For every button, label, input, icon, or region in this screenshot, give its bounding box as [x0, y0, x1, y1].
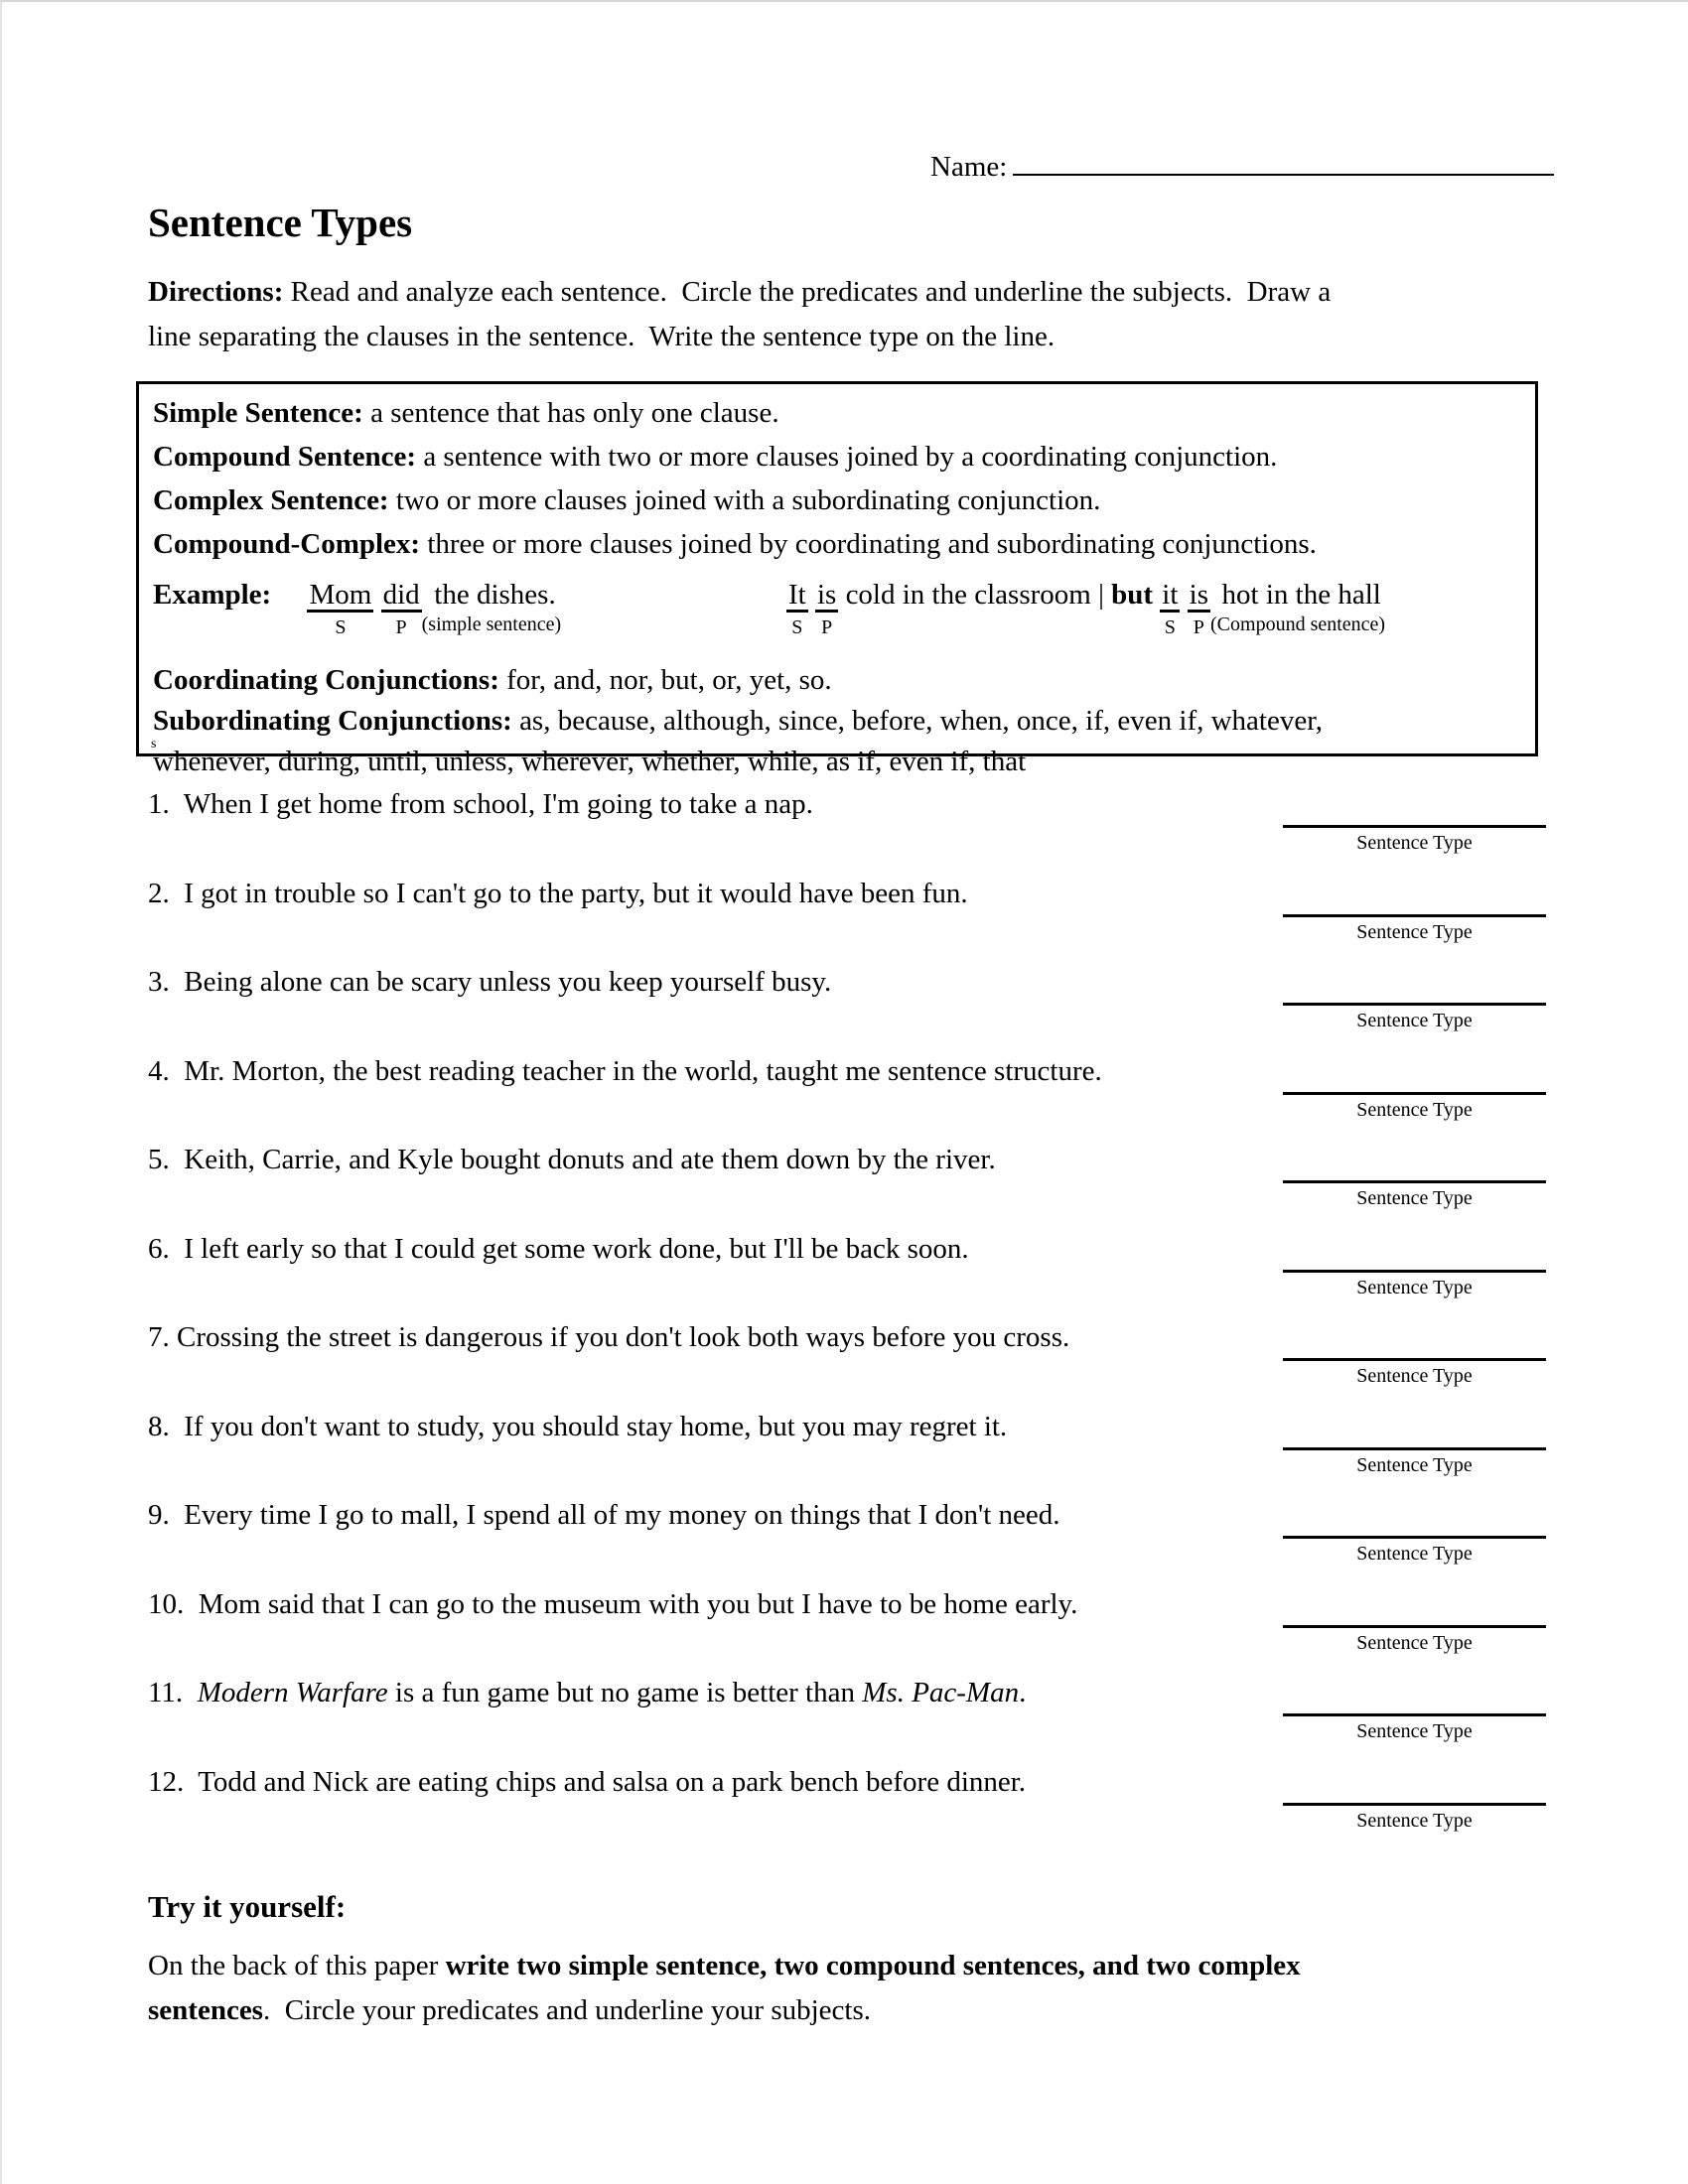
answer-blank[interactable] [1283, 1536, 1546, 1568]
answer-label: Sentence Type [1356, 1099, 1473, 1121]
question-row [2, 1499, 1688, 1582]
answer-blank-line[interactable] [1283, 1180, 1546, 1183]
directions-line-1: Directions: Read and analyze each sentence. Circle the predicates and underline the subjects. Draw a [148, 276, 1332, 308]
definition-simple: Simple Sentence: a sentence that has only one clause. [153, 397, 779, 429]
answer-blank[interactable] [1283, 825, 1546, 857]
answer-label: Sentence Type [1356, 1010, 1473, 1031]
question-sentence: 10. Mom said that I can go to the museum with you but I have to be home early. [148, 1588, 1078, 1620]
answer-label: Sentence Type [1356, 1810, 1473, 1832]
directions [148, 270, 1331, 359]
definition-complex: Complex Sentence: two or more clauses joined with a subordinating conjunction. [153, 484, 1101, 516]
answer-blank-line[interactable] [1283, 1447, 1546, 1450]
question-sentence: 9. Every time I go to mall, I spend all of my money on things that I don't need. [148, 1499, 1060, 1531]
name-row [930, 147, 1554, 184]
question-sentence: 2. I got in trouble so I can't go to the party, but it would have been fun. [148, 878, 968, 909]
example-simple-sentence: Example: Mom S did P the dishes. (simple sentence) [153, 579, 562, 639]
question-sentence: 7. Crossing the street is dangerous if you don't look both ways before you cross. [148, 1321, 1070, 1353]
answer-blank-line[interactable] [1283, 1713, 1546, 1716]
answer-blank-line[interactable] [1283, 1358, 1546, 1361]
subordinating-conjunctions-continued: whenever, during, until, unless, wherever, whether, while, as if, even if, that [153, 746, 1027, 777]
answer-blank[interactable] [1283, 1003, 1546, 1034]
answer-label: Sentence Type [1356, 1277, 1473, 1298]
answer-blank[interactable] [1283, 1270, 1546, 1301]
question-sentence: 1. When I get home from school, I'm going to take a nap. [148, 788, 813, 820]
question-row [2, 1233, 1688, 1316]
subordinating-conjunctions: Subordinating Conjunctions: as, because, although, since, before, when, once, if, even if, whatever, [153, 705, 1323, 737]
answer-blank-line[interactable] [1283, 1536, 1546, 1539]
question-row [2, 878, 1688, 961]
question-row [2, 1588, 1688, 1672]
answer-blank[interactable] [1283, 1447, 1546, 1479]
answer-blank-line[interactable] [1283, 825, 1546, 828]
question-row [2, 1766, 1688, 1849]
answer-label: Sentence Type [1356, 1365, 1473, 1387]
name-label: Name: [930, 151, 1008, 183]
answer-blank-line[interactable] [1283, 1270, 1546, 1273]
answer-blank-line[interactable] [1283, 1625, 1546, 1628]
answer-blank-line[interactable] [1283, 1803, 1546, 1806]
stray-character: s [151, 737, 157, 752]
answer-blank[interactable] [1283, 1358, 1546, 1390]
try-it-heading: Try it yourself: [148, 1889, 347, 1924]
question-row [2, 966, 1688, 1049]
example-row [153, 579, 1521, 660]
question-sentence: 11. Modern Warfare is a fun game but no game is better than Ms. Pac-Man. [148, 1677, 1027, 1708]
answer-label: Sentence Type [1356, 1632, 1473, 1654]
answer-label: Sentence Type [1356, 921, 1473, 943]
answer-label: Sentence Type [1356, 1187, 1473, 1209]
example-compound-sentence: It S is P cold in the classroom | but it S is P hot in the hall (Compound sentence) [788, 579, 1386, 639]
answer-label: Sentence Type [1356, 832, 1473, 854]
coordinating-conjunctions: Coordinating Conjunctions: for, and, nor, but, or, yet, so. [153, 664, 832, 696]
page-title: Sentence Types [148, 200, 413, 245]
directions-line-2: line separating the clauses in the sentence. Write the sentence type on the line. [148, 321, 1055, 352]
definition-compound-complex: Compound-Complex: three or more clauses joined by coordinating and subordinating conjunctions. [153, 528, 1317, 560]
answer-label: Sentence Type [1356, 1543, 1473, 1565]
try-it-paragraph [148, 1944, 1301, 2033]
question-sentence: 6. I left early so that I could get some work done, but I'll be back soon. [148, 1233, 969, 1265]
answer-blank[interactable] [1283, 1180, 1546, 1212]
question-sentence: 3. Being alone can be scary unless you keep yourself busy. [148, 966, 832, 998]
question-row [2, 1144, 1688, 1227]
answer-blank[interactable] [1283, 1092, 1546, 1124]
question-row [2, 1321, 1688, 1405]
definition-compound: Compound Sentence: a sentence with two or more clauses joined by a coordinating conjunction. [153, 441, 1278, 473]
answer-label: Sentence Type [1356, 1720, 1473, 1742]
question-sentence: 5. Keith, Carrie, and Kyle bought donuts and ate them down by the river. [148, 1144, 996, 1175]
definition-box [136, 381, 1538, 777]
answer-blank[interactable] [1283, 1803, 1546, 1835]
question-sentence: 4. Mr. Morton, the best reading teacher in the world, taught me sentence structure. [148, 1055, 1102, 1087]
answer-blank[interactable] [1283, 1625, 1546, 1657]
question-row [2, 788, 1688, 872]
answer-blank[interactable] [1283, 1713, 1546, 1745]
answer-blank-line[interactable] [1283, 1003, 1546, 1006]
question-row [2, 1677, 1688, 1760]
question-row [2, 1055, 1688, 1139]
answer-blank-line[interactable] [1283, 1092, 1546, 1095]
name-blank-line[interactable] [1013, 147, 1554, 176]
answer-blank-line[interactable] [1283, 914, 1546, 917]
question-sentence: 12. Todd and Nick are eating chips and salsa on a park bench before dinner. [148, 1766, 1027, 1798]
question-row [2, 1411, 1688, 1494]
answer-label: Sentence Type [1356, 1454, 1473, 1476]
try-it-line-1: On the back of this paper write two simple sentence, two compound sentences, and two complex [148, 1950, 1301, 1981]
answer-blank[interactable] [1283, 914, 1546, 946]
try-it-line-2: sentences. Circle your predicates and underline your subjects. [148, 1994, 872, 2026]
question-sentence: 8. If you don't want to study, you should stay home, but you may regret it. [148, 1411, 1008, 1442]
